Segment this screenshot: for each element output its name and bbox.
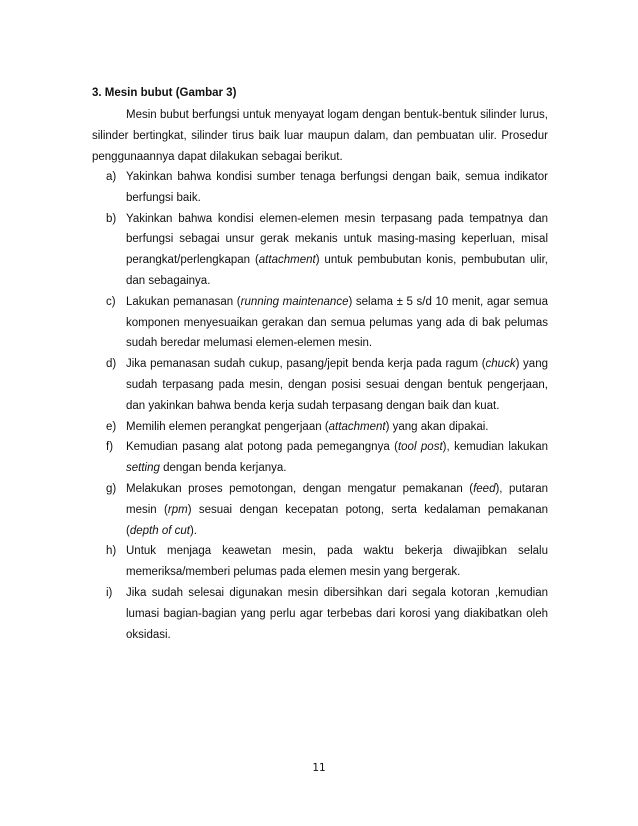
step-text: Memilih elemen perangkat pengerjaan (	[126, 420, 329, 433]
section-heading: 3. Mesin bubut (Gambar 3)	[92, 87, 237, 99]
step-text: Jika sudah selesai digunakan mesin dibersihkan dari segala kotoran ,kemudian lumasi bagian-bagian yang perlu agar terbebas dari korosi yang diakibatkan oleh oksidasi.	[126, 586, 548, 641]
step-marker: d)	[106, 358, 117, 371]
step-marker: i)	[106, 586, 113, 599]
step-marker: h)	[106, 545, 117, 558]
step-text: Lakukan pemanasan (	[126, 295, 241, 308]
step-text: ) untuk pembubutan konis, pembubutan ulir, dan sebagainya.	[126, 254, 548, 287]
step-text: Untuk menjaga keawetan mesin, pada waktu bekerja diwajibkan selalu memeriksa/memberi pelumas pada elemen mesin yang bergerak.	[126, 545, 548, 579]
italic-term: depth of cut	[129, 524, 190, 537]
step-text: Jika pemanasan sudah cukup, pasang/jepit benda kerja pada ragum (	[126, 358, 486, 371]
intro-paragraph	[92, 105, 548, 167]
step-text: Kemudian pasang alat potong pada pemegangnya (	[126, 441, 398, 454]
step-text: ) selama ± 5 s/d 10 menit, agar semua komponen menyesuaikan gerakan dan semua pelumas yang ada di bak pelumas sudah beredar melumasi elemen-elemen mesin.	[126, 295, 548, 350]
procedure-step	[92, 583, 548, 645]
italic-term: feed	[473, 482, 496, 495]
intro-text: Mesin bubut berfungsi untuk menyayat logam dengan bentuk-bentuk silinder lurus, silinder bertingkat, silinder tirus baik luar maupun dalam, dan pembuatan ulir. Prosedur penggunaannya dapat dilakukan sebagai berikut.	[92, 109, 548, 163]
italic-term: attachment	[258, 254, 316, 267]
step-text: Yakinkan bahwa kondisi elemen-elemen mesin terpasang pada tempatnya dan berfungsi sebagai unsur gerak mekanis untuk masing-masing keperluan, misal perangkat/perlengkapan (	[126, 212, 548, 267]
step-marker: f)	[106, 441, 114, 454]
procedure-step	[92, 209, 548, 292]
italic-term: tool post	[397, 441, 443, 454]
step-text: dengan benda kerjanya.	[159, 462, 287, 475]
step-marker: a)	[106, 171, 117, 183]
procedure-step	[92, 167, 548, 209]
procedure-step	[92, 479, 548, 541]
italic-term: attachment	[328, 420, 386, 433]
step-text: ) yang sudah terpasang pada mesin, dengan posisi sesuai dengan bentuk pengerjaan, dan yakinkan bahwa benda kerja sudah terpasang dengan baik dan kuat.	[126, 358, 548, 412]
step-marker: e)	[106, 420, 117, 433]
step-text: Yakinkan bahwa kondisi sumber tenaga berfungsi dengan baik, semua indikator berfungsi baik.	[126, 171, 548, 204]
step-text: Melakukan proses pemotongan, dengan mengatur pemakanan (	[126, 482, 474, 495]
step-text: ) yang akan dipakai.	[385, 420, 489, 433]
step-text: ), putaran mesin (	[126, 482, 548, 516]
step-text: ), kemudian lakukan	[442, 441, 548, 454]
step-marker: b)	[106, 212, 117, 225]
step-marker: g)	[106, 482, 117, 495]
procedure-step	[92, 354, 548, 416]
procedure-step	[92, 437, 548, 479]
procedure-step	[92, 417, 548, 438]
italic-term: setting	[126, 462, 160, 475]
page-number: 11	[312, 762, 326, 774]
italic-term: rpm	[167, 503, 188, 516]
italic-term: running maintenance	[240, 295, 349, 308]
procedure-step	[92, 292, 548, 354]
italic-term: chuck	[485, 358, 516, 371]
procedure-list	[92, 167, 548, 645]
step-marker: c)	[106, 295, 116, 308]
step-text: ) sesuai dengan kecepatan potong, serta kedalaman pemakanan (	[126, 503, 548, 537]
procedure-step	[92, 541, 548, 583]
step-text: ).	[189, 524, 197, 537]
